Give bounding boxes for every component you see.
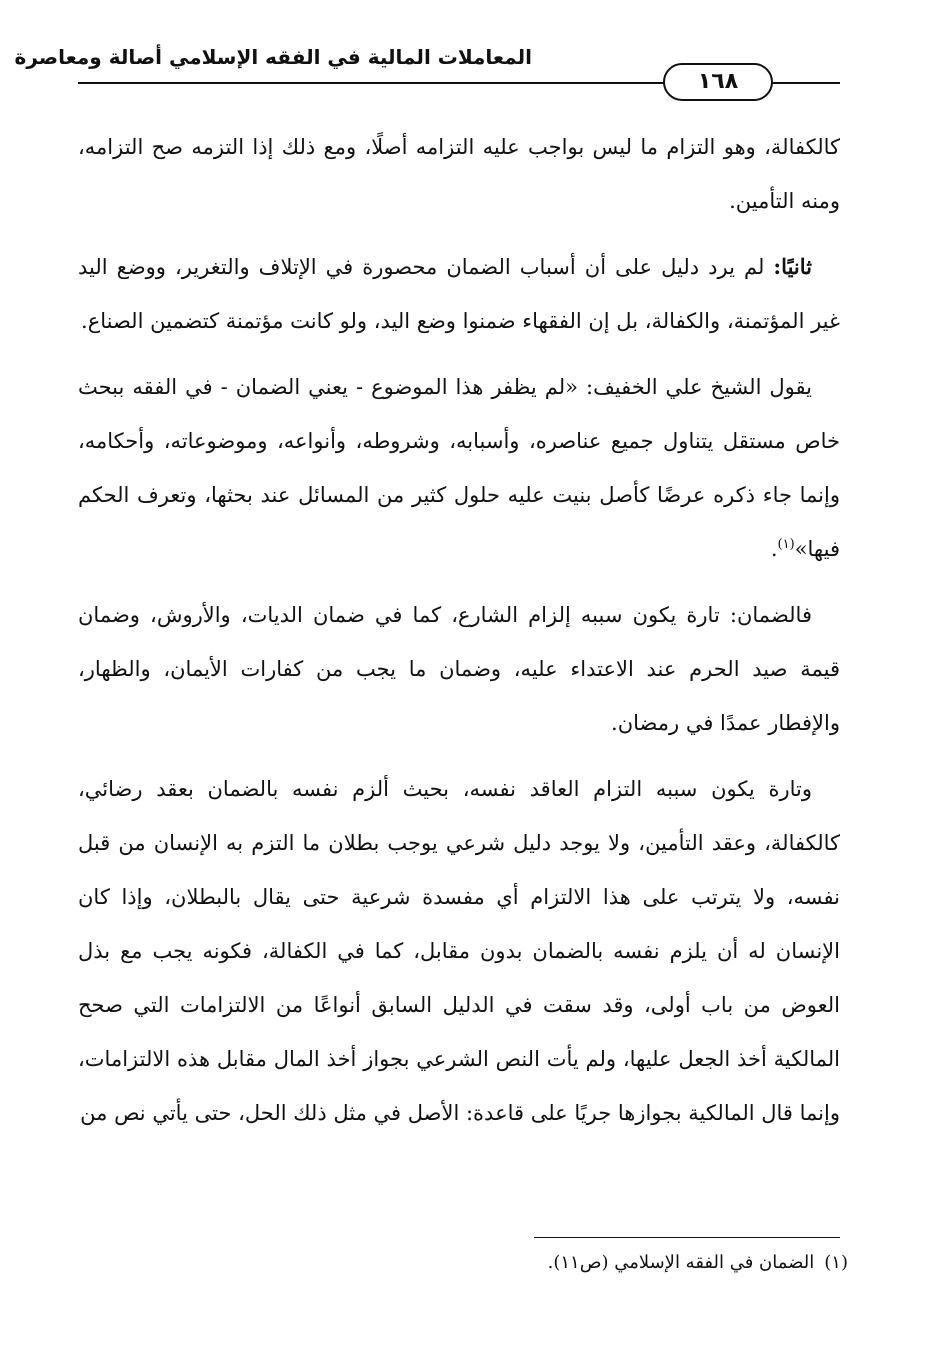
body-text [78,120,840,1152]
footnote-reference[interactable]: (١) [777,537,795,552]
page-number-badge: ١٦٨ [663,63,773,101]
paragraph-text: يقول الشيخ علي الخفيف: «لم يظفر هذا الموضوع - يعني الضمان - في الفقه ببحث خاص مستقل يتناول جميع عناصره، وأسبابه، وشروطه، وأنواعه، وموضوعاته، وأحكامه، وإنما جاء ذكره عرضًا كأصل بنيت عليه حلول كثير من المسائل عند بحثها، وتعرف الحكم فيها» [78,375,840,561]
paragraph-3 [78,360,840,576]
paragraph-text: لم يرد دليل على أن أسباب الضمان محصورة في الإتلاف والتغرير، ووضع اليد غير المؤتمنة، والكفالة، بل إن الفقهاء ضمنوا وضع اليد، ولو كانت مؤتمنة كتضمين الصناع. [78,255,840,333]
paragraph-4 [78,588,840,750]
paragraph-lead: ثانيًا: [773,254,812,279]
paragraph-tail: . [770,537,778,561]
footnote-number: (١) [824,1252,848,1273]
paragraph-5 [78,762,840,1140]
paragraph-text: فالضمان: تارة يكون سببه إلزام الشارع، كما في ضمان الديات، والأروش، وضمان قيمة صيد الحرم عند الاعتداء عليه، وضمان ما يجب من كفارات الأيمان، والظهار، والإفطار عمدًا في رمضان. [78,603,840,735]
footnote-rule [534,1237,840,1238]
footnote-text: الضمان في الفقه الإسلامي (ص١١). [547,1252,815,1273]
paragraph-2 [78,240,840,348]
running-header-title: المعاملات المالية في الفقه الإسلامي أصالة ومعاصرة [14,45,532,69]
paragraph-text: وتارة يكون سببه التزام العاقد نفسه، بحيث ألزم نفسه بالضمان بعقد رضائي، كالكفالة، وعقد التأمين، ولا يوجد دليل شرعي يوجب بطلان ما التزم به الإنسان من قبل نفسه، ولا يترتب على هذا الالتزام أي مفسدة شرعية حتى يقال بالبطلان، وإذا كان الإنسان له أن يلزم نفسه بالضمان بدون مقابل، كما في الكفالة، فكونه يجب مع بذل العوض من باب أولى، وقد سقت في الدليل السابق أنواعًا من الالتزامات التي صحح المالكية أخذ الجعل عليها، ولم يأت النص الشرعي بجواز أخذ المال مقابل هذه الالتزامات، وإنما قال المالكية بجوازها جريًا على قاعدة: الأصل في مثل ذلك الحل، حتى يأتي نص من [78,777,841,1125]
paragraph-1 [78,120,840,228]
paragraph-text: كالكفالة، وهو التزام ما ليس بواجب عليه التزامه أصلًا، ومع ذلك إذا التزمه صح التزامه، ومنه التأمين. [78,135,840,213]
footnote-1 [78,1248,848,1278]
